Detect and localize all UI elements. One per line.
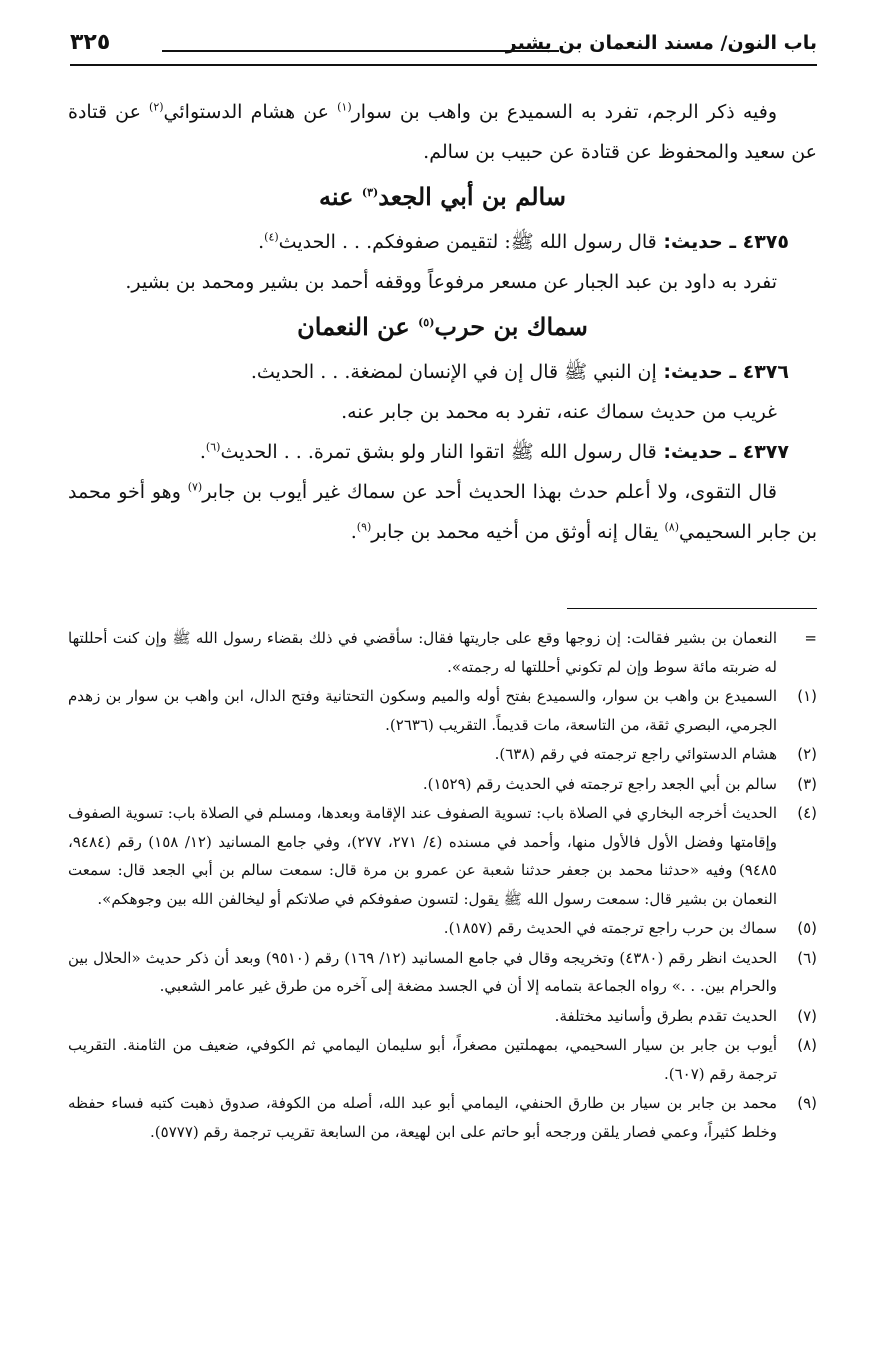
footnote-1 (68, 682, 817, 739)
footnote-7 (68, 1002, 817, 1031)
footnote-text: أيوب بن جابر بن سيار السحيمي، بمهملتين مصغراً، أبو سليمان اليمامي ثم الكوفي، ضعيف من الثامنة. التقريب ترجمة رقم (٦٠٧). (68, 1036, 777, 1083)
footnote-mark: (٦) (797, 948, 817, 967)
heading2-tail: عن النعمان (297, 312, 419, 341)
footnote-mark: = (804, 629, 817, 647)
footnote-mark: (١) (797, 687, 817, 705)
footnote-text: الحديث تقدم بطرق وأسانيد مختلفة. (554, 1006, 777, 1025)
section-heading-simak (68, 302, 817, 352)
footnote-ref-9: (٩) (356, 520, 372, 534)
p1-text-c: عن قتادة عن سعيد والمحفوظ عن قتادة عن حبيب بن سالم. (68, 101, 817, 163)
heading2-text: سماك بن حرب (434, 312, 588, 341)
footnote-2 (68, 740, 817, 769)
main-text (68, 92, 817, 552)
footnote-ref-1: (١) (337, 100, 352, 114)
footnote-8 (68, 1031, 817, 1088)
footnote-mark: (٥) (797, 919, 817, 937)
hadith-word: ـ حديث: (656, 231, 743, 253)
footnote-3 (68, 770, 817, 799)
footnote-ref-5: (٥) (418, 316, 435, 329)
footnote-text: محمد بن جابر بن سيار بن طارق الحنفي، اليمامي أبو عبد الله، أصله من الكوفة، صدوق ذهبت كتبه فساء حفظه وخلط كثيراً، وعمي فصار يلقن ورجحه أبو حاتم على ابن لهيعة، من السابعة تقريب ترجمة رقم (٥٧٧٧). (68, 1094, 777, 1141)
footnote-mark: (٧) (797, 1006, 817, 1025)
footnote-ref-2: (٢) (149, 100, 164, 114)
footnote-continued (68, 624, 817, 681)
footnote-5 (68, 914, 817, 943)
hadith-4377 (68, 432, 817, 472)
footnote-mark: (٤) (797, 804, 817, 822)
running-header (70, 30, 817, 64)
header-underline (70, 64, 817, 66)
hadith-number: ٤٣٧٦ (742, 361, 789, 383)
hadith-word: ـ حديث: (656, 361, 743, 383)
footnote-ref-8: (٨) (664, 520, 680, 534)
footnotes (68, 624, 817, 1147)
footnote-mark: (٩) (797, 1094, 817, 1112)
hadith-number: ٤٣٧٧ (742, 441, 789, 463)
hadith-end: . (258, 231, 265, 253)
header-title: باب النون/ مسند النعمان بن بشير (505, 32, 817, 54)
paragraph-3: غريب من حديث سماك عنه، تفرد به محمد بن جابر عنه. (341, 401, 777, 423)
paragraph-2: تفرد به داود بن عبد الجبار عن مسعر مرفوعاً ووقفه أحمد بن بشير ومحمد بن بشير. (125, 271, 777, 293)
footnote-text: الحديث أخرجه البخاري في الصلاة باب: تسوية الصفوف عند الإقامة وبعدها، ومسلم في الصلاة باب: تسوية الصفوف وإقامتها وفضل الأول فالأول منها، وأحمد في مسنده (٤/ ٢٧١، ٢٧٧)، وفي جامع المسانيد (١٢/ ١٥٨) رقم (٩٤٨٤، ٩٤٨٥) وفيه «حدثنا محمد بن جعفر حدثنا شعبة عن عمرو بن مرة قال: سمعت سالم بن أبي الجعد قال: سمعت النعمان بن بشير قال: سمعت رسول الله ﷺ يقول: لتسون صفوفكم في صلاتكم أو ليخالفن الله بين وجوهكم». (68, 804, 777, 908)
hadith-word: ـ حديث: (656, 441, 743, 463)
footnote-mark: (٨) (797, 1036, 817, 1054)
footnote-text: هشام الدستوائي راجع ترجمته في رقم (٦٣٨). (494, 745, 777, 763)
p1-text-b: عن هشام الدستوائي (163, 101, 338, 123)
footnote-ref-7: (٧) (187, 480, 203, 494)
paragraph-1 (68, 92, 817, 172)
footnote-separator (567, 608, 817, 609)
hadith-end: . (199, 441, 206, 463)
footnote-mark: (٣) (797, 774, 817, 793)
p4-text-b: وهو أخو محمد بن جابر السحيمي (68, 481, 817, 543)
footnote-ref-3: (٣) (361, 186, 379, 199)
p1-text: وفيه ذكر الرجم، تفرد به السميدع بن واهب بن سوار (351, 101, 777, 123)
footnote-4 (68, 799, 817, 913)
hadith-text: إن النبي ﷺ قال إن في الإنسان لمضغة. . . الحديث. (250, 361, 657, 383)
section-heading-salim (68, 172, 817, 222)
footnote-mark: (٢) (797, 745, 817, 763)
hadith-text: قال رسول الله ﷺ اتقوا النار ولو بشق تمرة. . . الحديث (220, 441, 657, 463)
footnote-text: النعمان بن بشير فقالت: إن زوجها وقع على جاريتها فقال: سأقضي في ذلك بقضاء رسول الله ﷺ وإن كنت أحللتها له ضربته مائة سوط وإن لم تكوني أحللتها له رجمته». (68, 629, 777, 676)
p4-end: . (350, 521, 357, 543)
hadith-4376 (68, 352, 817, 392)
footnote-text: سماك بن حرب راجع ترجمته في الحديث رقم (١٨٥٧). (443, 919, 777, 937)
heading1-text: سالم بن أبي الجعد (378, 182, 566, 211)
header-rule (162, 50, 559, 52)
footnote-9 (68, 1089, 817, 1146)
p4-text-a: قال التقوى، ولا أعلم حدث بهذا الحديث أحد عن سماك غير أيوب بن جابر (202, 481, 777, 503)
footnote-ref-6: (٦) (205, 440, 221, 454)
footnote-ref-4: (٤) (264, 230, 279, 244)
footnote-text: الحديث انظر رقم (٤٣٨٠) وتخريجه وقال في جامع المسانيد (١٢/ ١٦٩) رقم (٩٥١٠) وبعد أن ذكر حديث «الحلال بين والحرام بين. . .» رواه الجماعة بتمامه إلا أن في الجسد مضغة إلى آخره من طرق غير عامر الشعبي. (68, 948, 777, 995)
hadith-number: ٤٣٧٥ (742, 231, 789, 253)
page-number: ٣٢٥ (70, 30, 111, 55)
footnote-text: السميدع بن واهب بن سوار، والسميدع بفتح أوله والميم وسكون التحتانية وفتح الدال، ابن واهب بن سوار بن زهدم الجرمي، البصري ثقة، من التاسعة، مات قديماً. التقريب (٢٦٣٦). (68, 687, 777, 734)
hadith-4375 (68, 222, 817, 262)
footnote-6 (68, 944, 817, 1001)
paragraph-4 (68, 472, 817, 552)
heading1-tail: عنه (319, 182, 362, 211)
hadith-text: قال رسول الله ﷺ: لتقيمن صفوفكم. . . الحديث (278, 231, 657, 253)
p4-text-c: يقال إنه أوثق من أخيه محمد بن جابر (371, 521, 665, 543)
footnote-text: سالم بن أبي الجعد راجع ترجمته في الحديث رقم (١٥٢٩). (422, 774, 777, 793)
